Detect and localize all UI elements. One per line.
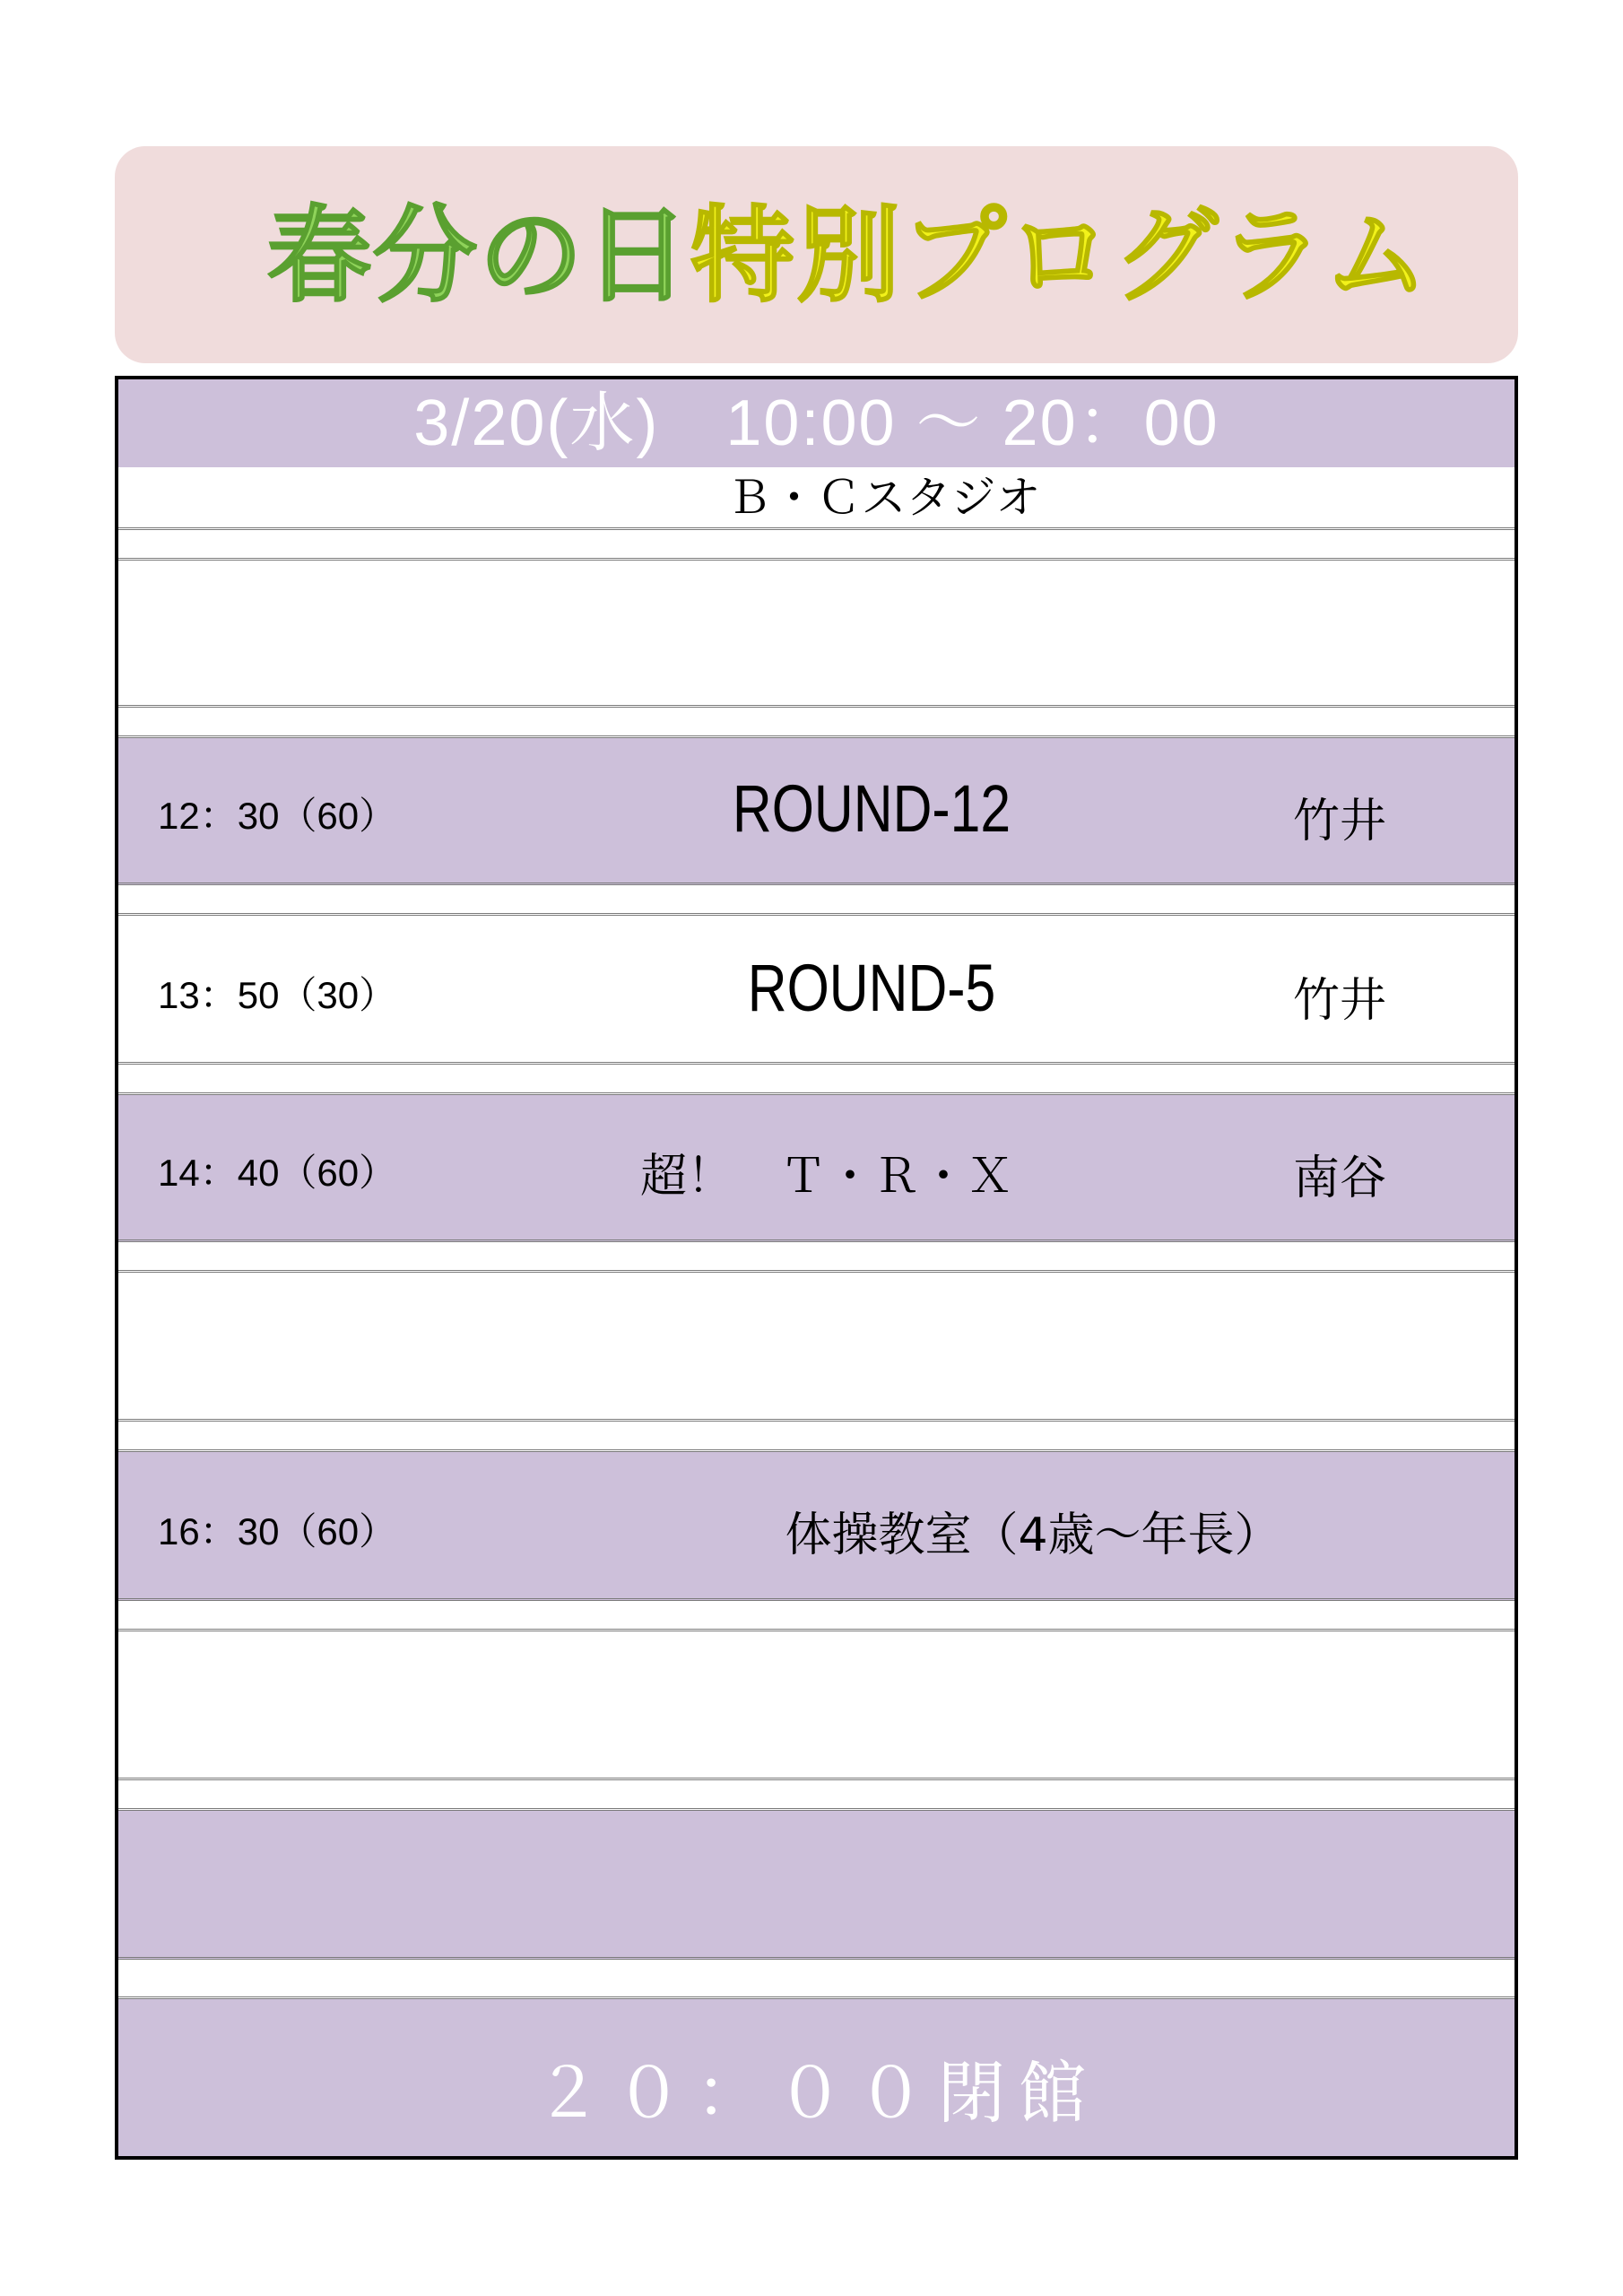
title-part-special-program: 特別プログラム — [690, 196, 1430, 317]
spacer-row — [118, 1422, 1515, 1452]
studio-row — [118, 467, 1515, 530]
program-row — [118, 916, 1515, 1065]
program-name: 超！ Ｔ・Ｒ・Ｘ — [639, 1150, 1013, 1204]
program-teacher: 南谷 — [1293, 1152, 1387, 1205]
schedule-table — [115, 376, 1518, 2160]
program-teacher: 竹井 — [1293, 974, 1387, 1028]
page-title — [267, 198, 1430, 315]
spacer-row — [118, 1780, 1515, 1811]
program-time: 12：30（60） — [158, 795, 397, 837]
spacer-row — [118, 1601, 1515, 1631]
empty-row — [118, 561, 1515, 708]
spacer-row — [118, 885, 1515, 916]
empty-row — [118, 1273, 1515, 1422]
program-name: 体操教室（4歳～年長） — [785, 1509, 1281, 1562]
empty-row — [118, 1631, 1515, 1780]
spacer-row — [118, 1065, 1515, 1095]
spacer-row — [118, 530, 1515, 561]
title-banner — [115, 146, 1518, 363]
title-part-spring-equinox: 春分の日 — [267, 196, 690, 317]
program-time: 16：30（60） — [158, 1510, 397, 1552]
date-hours: 3/20(水) 10:00 ～ 20：00 — [413, 387, 1219, 459]
program-teacher: 竹井 — [1293, 795, 1387, 848]
program-name: ROUND-12 — [732, 771, 1011, 846]
program-row — [118, 1095, 1515, 1242]
program-row — [118, 738, 1515, 885]
spacer-row — [118, 1242, 1515, 1273]
program-name: ROUND-5 — [747, 951, 996, 1025]
spacer-row — [118, 1960, 1515, 1999]
program-time: 14：40（60） — [158, 1152, 397, 1194]
closing-row — [118, 1999, 1515, 2156]
closing-time: ２０：００閉館 — [534, 2053, 1099, 2133]
date-header-row — [118, 379, 1515, 467]
spacer-row — [118, 708, 1515, 738]
program-time: 13：50（30） — [158, 974, 397, 1016]
program-row — [118, 1452, 1515, 1601]
studio-label: Ｂ・Ｃスタジオ — [726, 472, 1041, 524]
empty-row — [118, 1811, 1515, 1960]
